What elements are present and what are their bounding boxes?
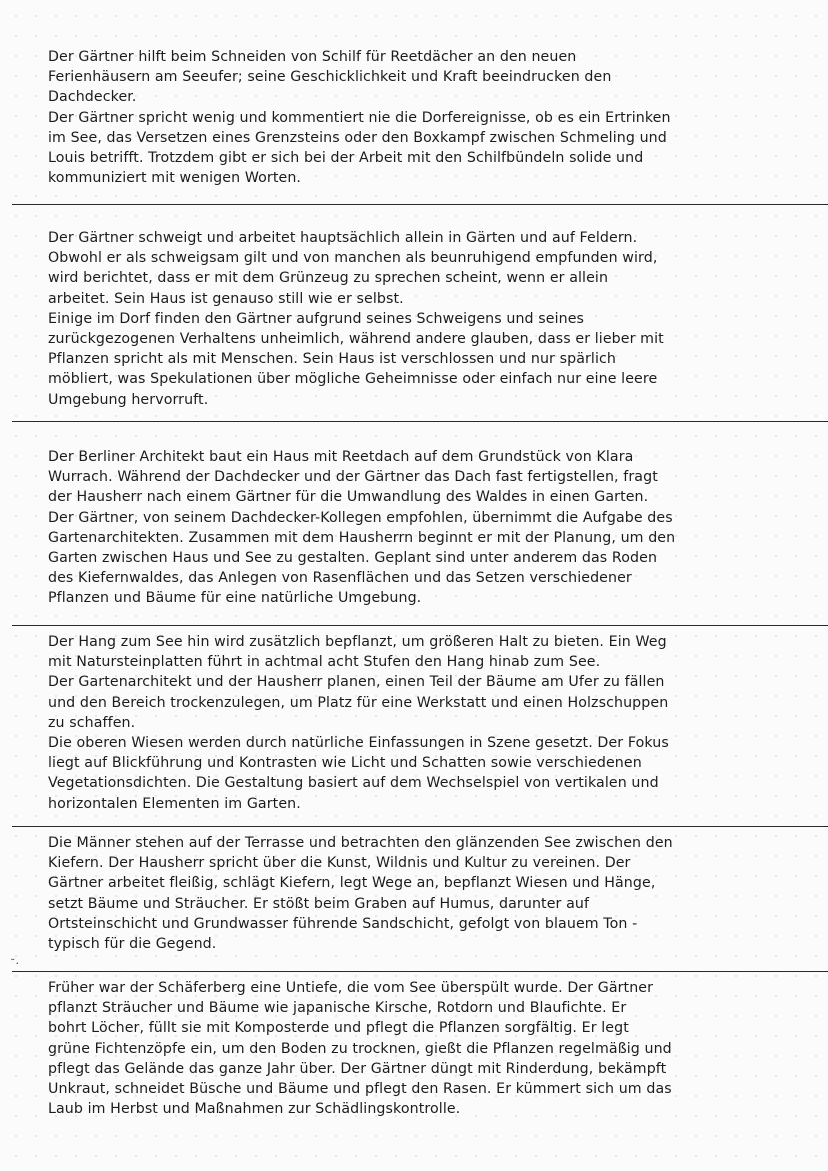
text-line: Wurrach. Während der Dachdecker und der Gärtner das Dach fast fertigstellen, fragt	[48, 469, 658, 486]
paragraph	[48, 978, 776, 1119]
text-line: Der Gärtner spricht wenig und kommentiert nie die Dorfereignisse, ob es ein Ertrinken	[48, 109, 671, 126]
paragraph	[48, 309, 776, 410]
text-line: Einige im Dorf finden den Gärtner aufgrund seines Schweigens und seines	[48, 310, 585, 327]
paragraph	[48, 228, 776, 309]
text-line: Ferienhäusern am Seeufer; seine Geschicklichkeit und Kraft beeindrucken den	[48, 69, 612, 86]
text-line: Der Gartenarchitekt und der Hausherr planen, einen Teil der Bäume am Ufer zu fällen	[48, 674, 665, 691]
text-line: zu schaffen.	[48, 714, 136, 731]
text-line: setzt Bäume und Sträucher. Er stößt beim Graben auf Humus, darunter auf	[48, 895, 590, 912]
text-line: Pflanzen und Bäume für eine natürliche Umgebung.	[48, 590, 422, 607]
text-line: Der Hang zum See hin wird zusätzlich bepflanzt, um größeren Halt zu bieten. Ein Weg	[48, 634, 667, 650]
text-line: möbliert, was Spekulationen über mögliche Geheimnisse oder einfach nur eine leere	[48, 371, 658, 388]
text-line: kommuniziert mit wenigen Worten.	[48, 170, 302, 187]
section-divider	[12, 971, 828, 972]
section-divider	[12, 421, 828, 422]
text-line: typisch für die Gegend.	[48, 936, 217, 953]
text-line: und den Bereich trockenzulegen, um Platz für eine Werkstatt und einen Holzschuppen	[48, 694, 669, 711]
text-line: pflegt das Gelände das ganze Jahr über. Der Gärtner düngt mit Rinderdung, bekämpft	[48, 1060, 667, 1077]
text-line: der Hausherr nach einem Gärtner für die Umwandlung des Waldes in einen Garten.	[48, 489, 649, 506]
text-line: des Kiefernwaldes, das Anlegen von Rasenflächen und das Setzen verschiedener	[48, 570, 632, 587]
stray-pen-mark: ˘·	[10, 957, 19, 970]
note-section-hang	[48, 632, 776, 814]
paragraph	[48, 447, 776, 508]
text-line: Der Gärtner hilft beim Schneiden von Schilf für Reetdächer an den neuen	[48, 49, 577, 65]
paragraph	[48, 108, 776, 189]
text-line: Früher war der Schäferberg eine Untiefe, die vom See überspült wurde. Der Gärtner	[48, 980, 654, 996]
paragraph	[48, 508, 776, 609]
paragraph	[48, 833, 776, 954]
text-line: arbeitet. Sein Haus ist genauso still wie er selbst.	[48, 290, 404, 307]
note-section-schaeferberg	[48, 978, 776, 1119]
text-line: Louis betrifft. Trotzdem gibt er sich bei der Arbeit mit den Schilfbündeln solide und	[48, 150, 644, 167]
text-line: Laub im Herbst und Maßnahmen zur Schädlingskontrolle.	[48, 1101, 461, 1118]
text-line: bohrt Löcher, füllt sie mit Komposterde und pflegt die Pflanzen sorgfältig. Er legt	[48, 1020, 629, 1037]
section-divider	[12, 204, 828, 205]
text-line: horizontalen Elementen im Garten.	[48, 795, 301, 812]
paragraph	[48, 47, 776, 108]
text-line: Kiefern. Der Hausherr spricht über die Kunst, Wildnis und Kultur zu vereinen. Der	[48, 855, 631, 872]
text-line: liegt auf Blickführung und Kontrasten wie Licht und Schatten sowie verschiedenen	[48, 755, 642, 772]
text-line: Der Berliner Architekt baut ein Haus mit Reetdach auf dem Grundstück von Klara	[48, 449, 634, 465]
text-line: pflanzt Sträucher und Bäume wie japanische Kirsche, Rotdorn und Blaufichte. Er	[48, 1000, 627, 1017]
text-line: Unkraut, schneidet Büsche und Bäume und pflegt den Rasen. Er kümmert sich um das	[48, 1081, 672, 1098]
text-line: grüne Fichtenzöpfe ein, um den Boden zu trocknen, gießt die Pflanzen regelmäßig und	[48, 1040, 672, 1057]
text-line: Ortsteinschicht und Grundwasser führende Sandschicht, gefolgt von blauem Ton -	[48, 915, 638, 932]
paragraph	[48, 733, 776, 814]
text-line: Garten zwischen Haus und See zu gestalten. Geplant sind unter anderem das Roden	[48, 550, 658, 567]
section-divider	[12, 826, 828, 827]
text-line: wird berichtet, dass er mit dem Grünzeug zu sprechen scheint, wenn er allein	[48, 270, 609, 287]
text-line: mit Natursteinplatten führt in achtmal acht Stufen den Hang hinab zum See.	[48, 654, 601, 671]
text-line: im See, das Versetzen eines Grenzsteins oder den Boxkampf zwischen Schmeling und	[48, 129, 667, 146]
text-line: Der Gärtner schweigt und arbeitet hauptsächlich allein in Gärten und auf Feldern.	[48, 230, 638, 246]
text-line: Die Männer stehen auf der Terrasse und betrachten den glänzenden See zwischen den	[48, 835, 673, 851]
text-line: Dachdecker.	[48, 89, 137, 106]
text-line: Gärtner arbeitet fleißig, schlägt Kiefern, legt Wege an, bepflanzt Wiesen und Hänge,	[48, 875, 656, 892]
text-line: Gartenarchitekten. Zusammen mit dem Hausherrn beginnt er mit der Planung, um den	[48, 529, 676, 546]
note-section-terrasse	[48, 833, 776, 954]
note-section-architekt	[48, 447, 776, 609]
paragraph	[48, 672, 776, 733]
text-line: Der Gärtner, von seinem Dachdecker-Kollegen empfohlen, übernimmt die Aufgabe des	[48, 509, 673, 526]
text-line: Die oberen Wiesen werden durch natürliche Einfassungen in Szene gesetzt. Der Fokus	[48, 735, 669, 752]
paragraph	[48, 632, 776, 672]
text-line: zurückgezogenen Verhaltens unheimlich, während andere glauben, dass er lieber mit	[48, 331, 664, 348]
note-section-schweigen	[48, 228, 776, 410]
note-section-schilf	[48, 47, 776, 188]
text-line: Obwohl er als schweigsam gilt und von manchen als beunruhigend empfunden wird,	[48, 250, 658, 267]
text-line: Vegetationsdichten. Die Gestaltung basiert auf dem Wechselspiel von vertikalen und	[48, 775, 659, 792]
text-line: Pflanzen spricht als mit Menschen. Sein Haus ist verschlossen und nur spärlich	[48, 351, 616, 368]
section-divider	[12, 625, 828, 626]
text-line: Umgebung hervorruft.	[48, 391, 209, 408]
